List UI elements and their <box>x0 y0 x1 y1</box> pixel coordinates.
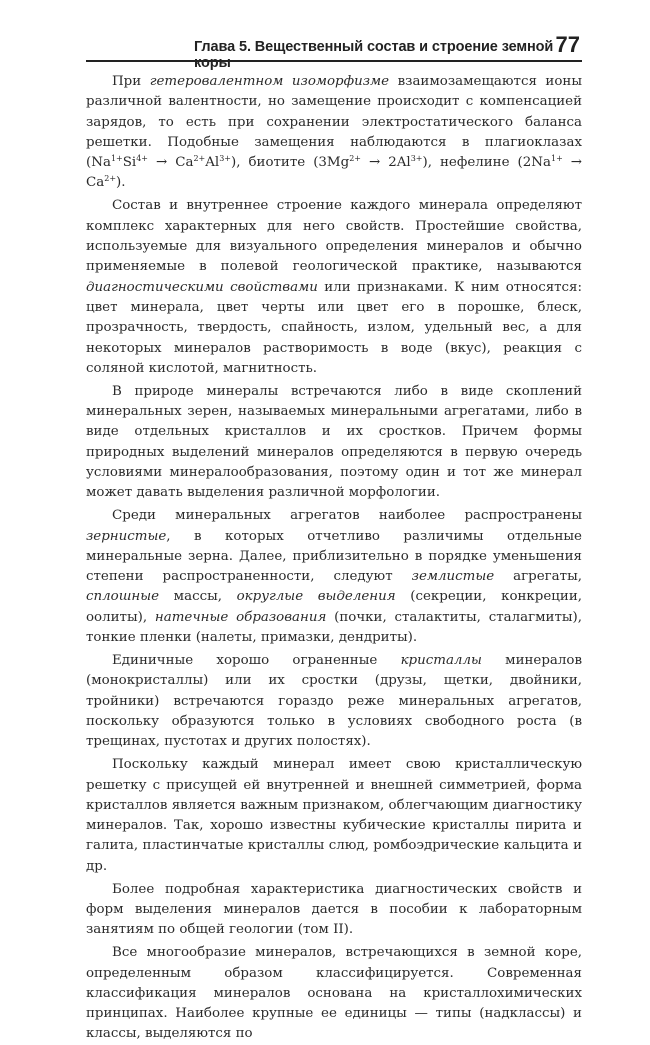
text-run: агрегаты, <box>494 569 582 585</box>
text-run: Si <box>122 155 137 171</box>
text-run: массы, <box>159 589 237 605</box>
italic-term: натечные образования <box>154 609 327 625</box>
text-run: При <box>112 74 150 89</box>
italic-term: диагностическими свойствами <box>86 279 318 295</box>
ion-charge: 1+ <box>550 154 563 164</box>
paragraph <box>86 72 582 194</box>
text-run: → 2Al <box>361 155 411 171</box>
text-run: Состав и внутреннее строение каждого минерала определяют комплекс характерных для него свойств. Простейшие свойства, используемые для визуального определения минералов и обычно применяемые в полевой геологической практике, называются <box>86 198 582 275</box>
italic-term: гетеровалентном изоморфизме <box>149 74 390 89</box>
text-run: Единичные хорошо ограненные <box>112 653 401 669</box>
text-run: ), нефелине (2Na <box>422 155 551 171</box>
text-run: взаимозамещаются ионы различной валентности, но замещение происходит с компенсацией зарядов, то есть при сохранении электростатического баланса решетки. Подобные замещения наблюдаются в плагиоклазах (Na <box>86 74 582 171</box>
running-title: Глава 5. Вещественный состав и строение земной коры <box>194 39 554 71</box>
italic-term: округлые выделения <box>236 589 396 605</box>
body-text <box>86 72 582 1045</box>
text-run: Al <box>205 155 220 171</box>
text-run: ). <box>116 175 126 191</box>
text-run: ), биотите (3Mg <box>231 155 350 171</box>
text-run: → Ca <box>86 155 582 191</box>
page-number: 77 <box>555 32 580 57</box>
italic-term: сплошные <box>86 589 160 605</box>
ion-charge: 3+ <box>410 154 423 164</box>
text-run: Поскольку каждый минерал имеет свою кристаллическую решетку с присущей ей внутренней и внешней симметрией, форма кристаллов является важным признаком, облегчающим диагностику минералов. Так, хорошо известны кубические кристаллы пирита и галита, пластинчатые кристаллы слюд, ромбоэдрические кальцита и др. <box>86 757 582 874</box>
ion-charge: 1+ <box>110 154 123 164</box>
ion-charge: 2+ <box>193 154 206 164</box>
paragraph <box>86 651 582 752</box>
paragraph <box>86 943 582 1044</box>
text-run: (секреции, конкреции, оолиты), <box>86 589 583 625</box>
text-run: , в которых отчетливо различимы отдельные минеральные зерна. Далее, приблизительно в порядке уменьшения степени распространенности, следуют <box>86 528 582 585</box>
text-run: минералов (монокристаллы) или их сростки (друзы, щетки, двойники, тройники) встречаются гораздо реже минеральных агрегатов, поскольку образуются только в условиях свободного роста (в трещинах, пустотах и других полостях). <box>86 653 582 750</box>
italic-term: кристаллы <box>400 653 482 669</box>
italic-term: землистые <box>411 569 495 585</box>
ion-charge: 3+ <box>219 154 231 164</box>
ion-charge: 2+ <box>104 174 117 184</box>
page-header <box>86 32 582 71</box>
ion-charge: 2+ <box>349 154 362 164</box>
text-run: Среди минеральных агрегатов наиболее распространены <box>112 508 582 524</box>
text-run: Более подробная характеристика диагностических свойств и форм выделения минералов дается в пособии к лабораторным занятиям по общей геологии (том II). <box>86 881 582 938</box>
text-run: В природе минералы встречаются либо в виде скоплений минеральных зерен, называемых минеральными агрегатами, либо в виде отдельных кристаллов и их сростков. Причем формы природных выделений минералов определяются в первую очередь условиями минералообразования, поэтому один и тот же минерал может давать выделения различной морфологии. <box>86 383 582 501</box>
text-run: → Ca <box>148 155 194 171</box>
paragraph <box>86 506 582 648</box>
text-run: Все многообразие минералов, встречающихся в земной коре, определенным образом классифицируется. Современная классификация минералов основана на кристаллохимических принципах. Наиболее крупные ее единицы — типы (надклассы) и классы, выделяются по <box>86 945 582 1042</box>
paragraph <box>86 196 582 379</box>
paragraph <box>86 382 582 504</box>
text-run: или признаками. К ним относятся: цвет минерала, цвет черты или цвет его в порошке, блеск, прозрачность, твердость, спайность, излом, удельный вес, а для некоторых минералов растворимость в воде (вкус), реакция с соляной кислотой, магнитность. <box>86 279 583 376</box>
ion-charge: 4+ <box>136 154 148 164</box>
paragraph <box>86 755 582 877</box>
text-run: (почки, сталактиты, сталагмиты), тонкие пленки (налеты, примазки, дендриты). <box>86 609 582 646</box>
italic-term: зернистые <box>86 528 167 544</box>
